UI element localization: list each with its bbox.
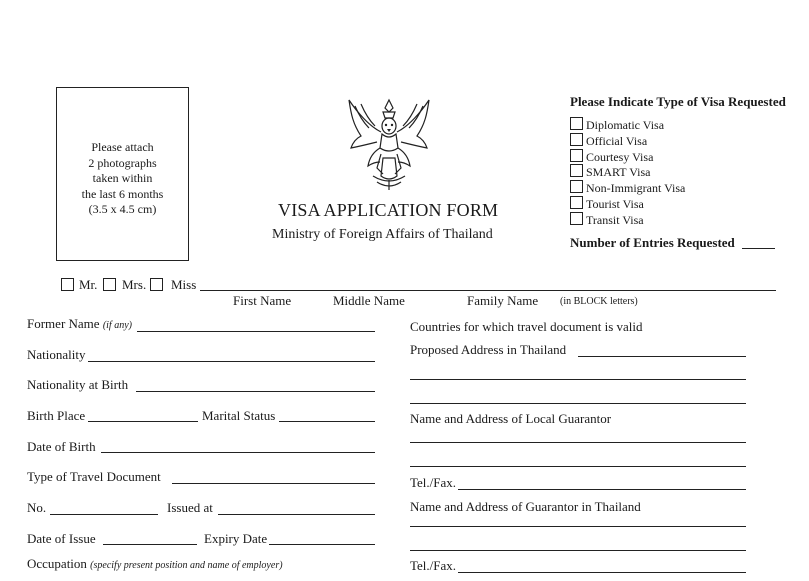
nationality-label: Nationality bbox=[27, 347, 86, 362]
former-name-text: Former Name bbox=[27, 316, 100, 331]
title-mrs-label: Mrs. bbox=[122, 277, 147, 292]
checkbox-official-visa[interactable] bbox=[570, 133, 583, 146]
tel-fax-label-1: Tel./Fax. bbox=[410, 475, 457, 490]
visa-option-label: Tourist Visa bbox=[586, 197, 644, 211]
proposed-address-label: Proposed Address in Thailand bbox=[410, 342, 567, 357]
tel-fax-input-line-2[interactable] bbox=[458, 572, 746, 573]
checkbox-miss[interactable] bbox=[150, 278, 163, 291]
checkbox-transit-visa[interactable] bbox=[570, 212, 583, 225]
proposed-address-input-line-1[interactable] bbox=[578, 356, 746, 357]
visa-option-label: Courtesy Visa bbox=[586, 150, 654, 164]
countries-valid-label: Countries for which travel document is valid bbox=[410, 319, 643, 334]
checkbox-mr[interactable] bbox=[61, 278, 74, 291]
visa-option-label: Diplomatic Visa bbox=[586, 118, 665, 132]
form-subtitle: Ministry of Foreign Affairs of Thailand bbox=[272, 227, 493, 242]
travel-document-label: Type of Travel Document bbox=[27, 469, 161, 484]
garuda-emblem-icon bbox=[343, 96, 435, 192]
visa-option-label: Official Visa bbox=[586, 134, 648, 148]
block-letters-note: (in BLOCK letters) bbox=[560, 296, 638, 307]
photo-attachment-box bbox=[56, 87, 189, 261]
occupation-note: (specify present position and name of employer) bbox=[90, 560, 283, 571]
tel-fax-input-line-1[interactable] bbox=[458, 489, 746, 490]
guarantor-thailand-label: Name and Address of Guarantor in Thailand bbox=[410, 499, 641, 514]
first-name-label: First Name bbox=[233, 293, 292, 308]
entries-input-line[interactable] bbox=[742, 248, 775, 249]
document-number-label: No. bbox=[27, 500, 47, 515]
issued-at-label: Issued at bbox=[167, 500, 213, 515]
date-of-issue-input-line[interactable] bbox=[103, 544, 197, 545]
expiry-date-label: Expiry Date bbox=[204, 531, 268, 546]
nationality-at-birth-label: Nationality at Birth bbox=[27, 377, 129, 392]
occupation-label bbox=[27, 556, 283, 572]
tel-fax-label-2: Tel./Fax. bbox=[410, 558, 457, 573]
expiry-date-input-line[interactable] bbox=[269, 544, 375, 545]
proposed-address-input-line-3[interactable] bbox=[410, 403, 746, 404]
visa-option-label: Non-Immigrant Visa bbox=[586, 181, 686, 195]
marital-status-label: Marital Status bbox=[202, 408, 276, 423]
form-title: VISA APPLICATION FORM bbox=[278, 200, 499, 220]
checkbox-smart-visa[interactable] bbox=[570, 164, 583, 177]
full-name-input-line[interactable] bbox=[200, 290, 776, 291]
checkbox-diplomatic-visa[interactable] bbox=[570, 117, 583, 130]
date-of-issue-label: Date of Issue bbox=[27, 531, 96, 546]
birth-place-input-line[interactable] bbox=[88, 421, 198, 422]
visa-option-label: SMART Visa bbox=[586, 165, 651, 179]
guarantor-thailand-input-line-1[interactable] bbox=[410, 526, 746, 527]
middle-name-label: Middle Name bbox=[333, 293, 405, 308]
former-name-label bbox=[27, 316, 132, 332]
local-guarantor-label: Name and Address of Local Guarantor bbox=[410, 411, 612, 426]
guarantor-thailand-input-line-2[interactable] bbox=[410, 550, 746, 551]
issued-at-input-line[interactable] bbox=[218, 514, 375, 515]
visa-option-label: Transit Visa bbox=[586, 213, 644, 227]
title-miss-label: Miss bbox=[171, 277, 197, 292]
local-guarantor-input-line-2[interactable] bbox=[410, 466, 746, 467]
birth-place-label: Birth Place bbox=[27, 408, 86, 423]
title-mr-label: Mr. bbox=[79, 277, 98, 292]
visa-type-heading: Please Indicate Type of Visa Requested bbox=[570, 94, 786, 109]
occupation-text: Occupation bbox=[27, 556, 87, 571]
marital-status-input-line[interactable] bbox=[279, 421, 375, 422]
date-of-birth-input-line[interactable] bbox=[101, 452, 375, 453]
checkbox-mrs[interactable] bbox=[103, 278, 116, 291]
date-of-birth-label: Date of Birth bbox=[27, 439, 96, 454]
family-name-label: Family Name bbox=[467, 293, 539, 308]
document-number-input-line[interactable] bbox=[50, 514, 158, 515]
travel-document-input-line[interactable] bbox=[172, 483, 375, 484]
checkbox-non-immigrant-visa[interactable] bbox=[570, 180, 583, 193]
photo-instructions: Please attach 2 photographs taken within the last 6 months (3.5 x 4.5 cm) bbox=[81, 140, 164, 216]
nationality-at-birth-input-line[interactable] bbox=[136, 391, 375, 392]
nationality-input-line[interactable] bbox=[88, 361, 375, 362]
entries-label: Number of Entries Requested bbox=[570, 235, 735, 250]
checkbox-courtesy-visa[interactable] bbox=[570, 149, 583, 162]
former-name-note: (if any) bbox=[102, 320, 132, 331]
checkbox-tourist-visa[interactable] bbox=[570, 196, 583, 209]
proposed-address-input-line-2[interactable] bbox=[410, 379, 746, 380]
local-guarantor-input-line-1[interactable] bbox=[410, 442, 746, 443]
former-name-input-line[interactable] bbox=[137, 331, 375, 332]
